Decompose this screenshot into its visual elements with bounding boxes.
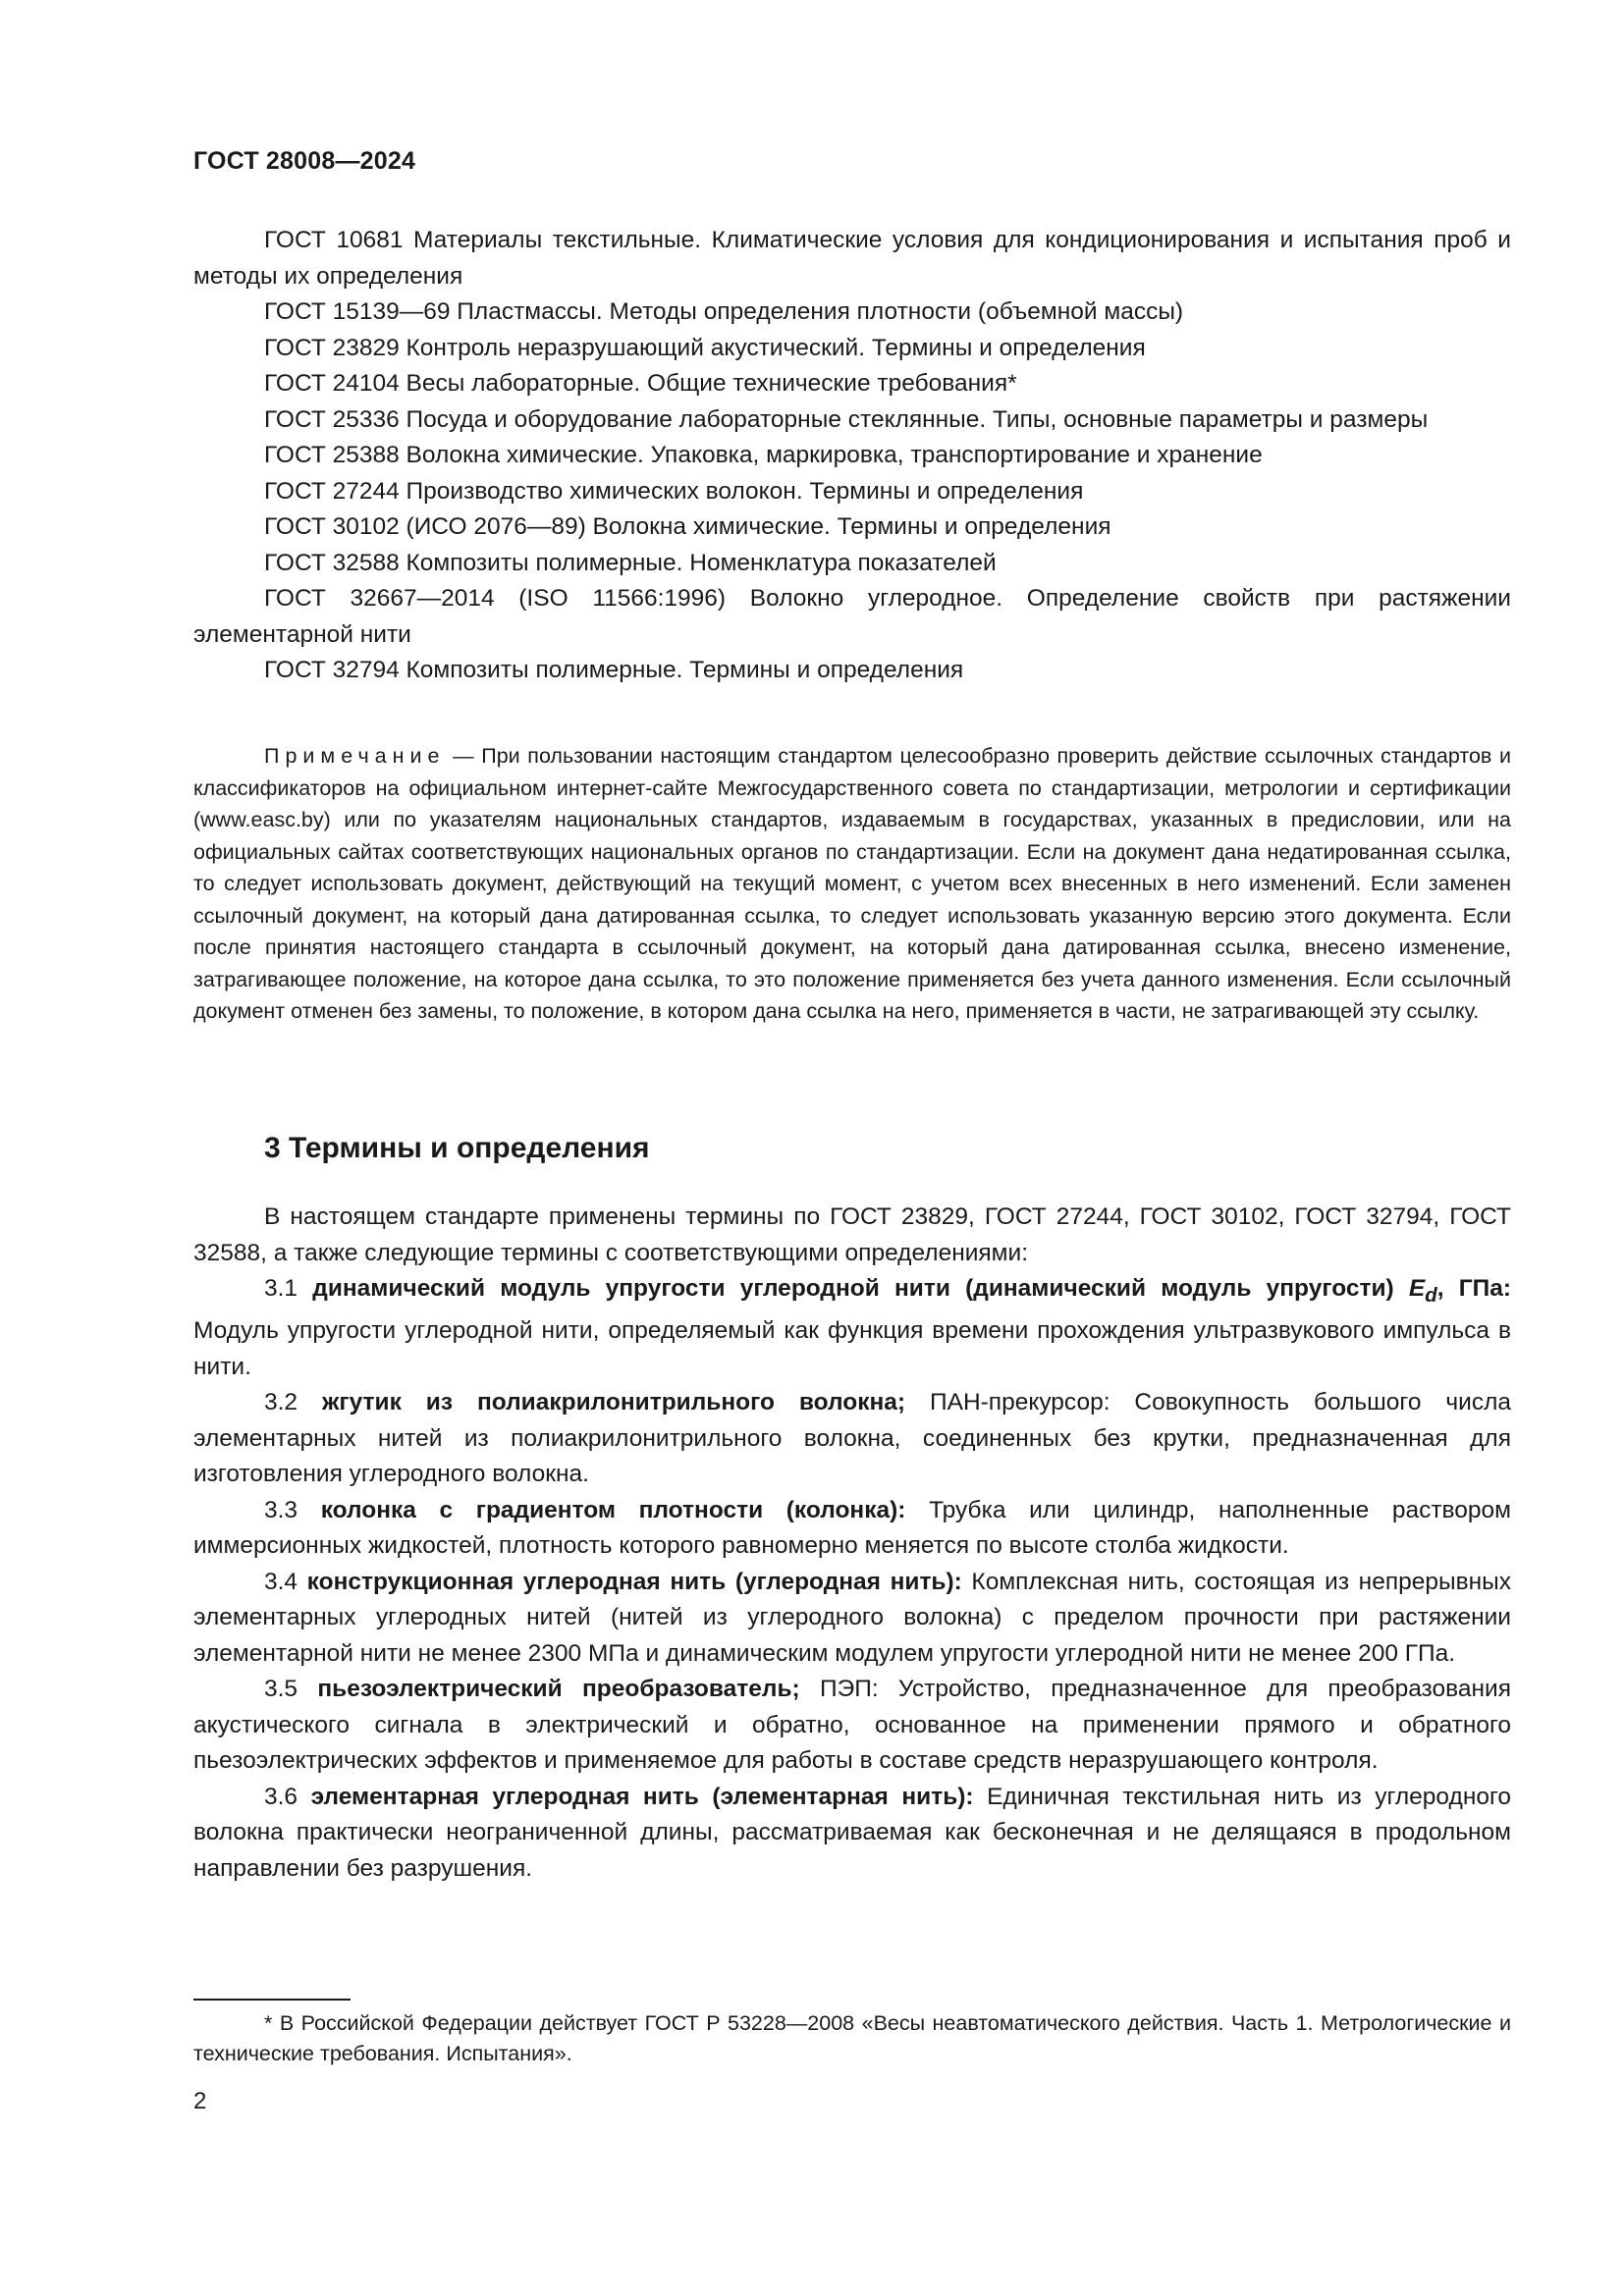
term-name: динамический модуль упругости углеродной нити (динамический модуль упругости) (312, 1275, 1394, 1302)
page-number: 2 (193, 2088, 207, 2114)
term-number: 3.4 (264, 1568, 298, 1595)
term-name: элементарная углеродная нить (элементарная нить): (310, 1783, 974, 1810)
term-name: пьезоэлектрический преобразователь; (317, 1676, 800, 1703)
term-number: 3.5 (264, 1676, 298, 1703)
term-number: 3.6 (264, 1783, 298, 1810)
term-name: конструкционная углеродная нить (углеродная нить): (306, 1568, 962, 1595)
section-intro: В настоящем стандарте применены термины по ГОСТ 23829, ГОСТ 27244, ГОСТ 30102, ГОСТ 32794, ГОСТ 32588, а также следующие термины с соответствующими определениями: (193, 1203, 1511, 1266)
reference-item: ГОСТ 25388 Волокна химические. Упаковка, маркировка, транспортирование и хранение (264, 442, 1263, 468)
note-text: — При пользовании настоящим стандартом целесообразно проверить действие ссылочных стандартов и классификаторов на официальном интернет-сайте Межгосударственного совета по стандартизации, метрологии и сертификации (www.easc.by) или по указателям национальных стандартов, издаваемым в государствах, указанных в предисловии, или на официальных сайтах соответствующих национальных органов по стандартизации. Если на документ дана недатированная ссылка, то следует использовать документ, действующий на текущий момент, с учетом всех внесенных в него изменений. Если заменен ссылочный документ, на который дана датированная ссылка, то следует использовать указанную версию этого документа. Если после принятия настоящего стандарта в ссылочный документ, на который дана датированная ссылка, внесено изменение, затрагивающее положение, на которое дана ссылка, то это положение применяется без учета данного изменения. Если ссылочный документ отменен без замены, то положение, в котором дана ссылка на него, применяется в части, не затрагивающей эту ссылку. (193, 744, 1511, 1023)
term-entry (193, 1672, 1511, 1780)
note-label: Примечание (264, 744, 446, 768)
term-definition: Единичная текстильная нить из углеродного волокна практически неограниченной длины, рассматриваемая как бесконечная и не делящаяся в продольном направлении без разрушения. (193, 1783, 1511, 1882)
term-entry (193, 1565, 1511, 1673)
reference-item: ГОСТ 10681 Материалы текстильные. Климатические условия для кондиционирования и испытания проб и методы их определения (193, 227, 1511, 290)
term-number: 3.1 (264, 1275, 298, 1302)
reference-item: ГОСТ 27244 Производство химических волокон. Термины и определения (264, 477, 1084, 505)
term-definition: Модуль упругости углеродной нити, определяемый как функция времени прохождения ультразвукового импульса в нити. (193, 1317, 1511, 1380)
reference-item: ГОСТ 32667—2014 (ISO 11566:1996) Волокно углеродное. Определение свойств при растяжении элементарной нити (193, 585, 1511, 648)
term-name: колонка с градиентом плотности (колонка): (320, 1496, 906, 1523)
terms-section-body (193, 1200, 1511, 1887)
term-definition: Трубка или цилиндр, наполненные раствором иммерсионных жидкостей, плотность которого равномерно меняется по высоте столба жидкости. (193, 1496, 1512, 1560)
term-number: 3.2 (264, 1389, 298, 1416)
term-symbol: $E_d$ (1408, 1275, 1437, 1307)
section-heading: 3 Термины и определения (264, 1132, 650, 1164)
reference-item: ГОСТ 25336 Посуда и оборудование лабораторные стеклянные. Типы, основные параметры и размеры (264, 405, 1429, 433)
document-header: ГОСТ 28008—2024 (193, 147, 416, 175)
term-number: 3.3 (264, 1496, 298, 1523)
term-definition: ПАН-прекурсор: Совокупность большого числа элементарных нитей из полиакрилонитрильного волокна, соединенных без крутки, предназначенная для изготовления углеродного волокна. (193, 1389, 1512, 1488)
term-entry (193, 1385, 1511, 1493)
normative-references-list (193, 223, 1511, 689)
reference-item: ГОСТ 24104 Весы лабораторные. Общие технические требования* (264, 370, 1017, 397)
footnote-separator (193, 1999, 351, 2001)
reference-item: ГОСТ 15139—69 Пластмассы. Методы определения плотности (объемной массы) (264, 298, 1184, 325)
term-unit: , ГПа: (1436, 1275, 1512, 1302)
reference-item: ГОСТ 32794 Композиты полимерные. Термины и определения (264, 657, 964, 683)
reference-item: ГОСТ 32588 Композиты полимерные. Номенклатура показателей (264, 549, 997, 576)
reference-item: ГОСТ 23829 Контроль неразрушающий акустический. Термины и определения (264, 334, 1146, 361)
references-note (193, 740, 1511, 1028)
footnote (193, 2008, 1511, 2069)
term-entry (193, 1780, 1511, 1888)
term-name: жгутик из полиакрилонитрильного волокна; (322, 1389, 906, 1416)
term-definition: ПЭП: Устройство, предназначенное для преобразования акустического сигнала в электрический и обратно, основанное на применении прямого и обратного пьезоэлектрических эффектов и применяемое для работы в составе средств неразрушающего контроля. (193, 1676, 1511, 1775)
term-definition: Комплексная нить, состоящая из непрерывных элементарных углеродных нитей (нитей из углеродного волокна) с пределом прочности при растяжении элементарной нити не менее 2300 МПа и динамическим модулем упругости углеродной нити не менее 200 ГПа. (193, 1568, 1511, 1667)
footnote-text: * В Российской Федерации действует ГОСТ Р 53228—2008 «Весы неавтоматического действия. Часть 1. Метрологические и технические требования. Испытания». (193, 2011, 1511, 2065)
reference-item: ГОСТ 30102 (ИСО 2076—89) Волокна химические. Термины и определения (264, 513, 1111, 540)
term-entry (193, 1271, 1511, 1385)
term-entry (193, 1493, 1511, 1565)
